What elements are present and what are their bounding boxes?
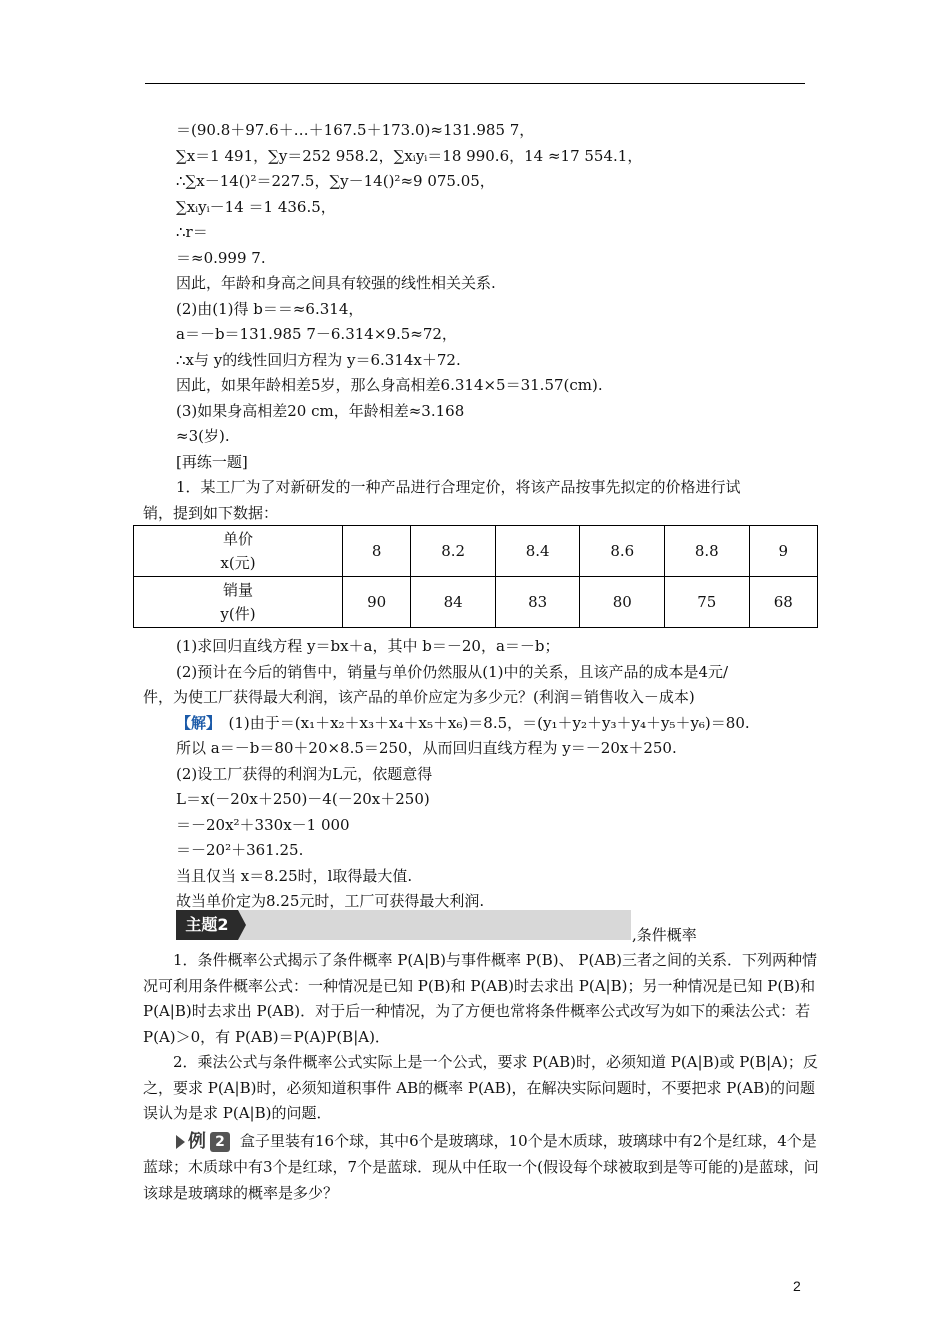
paragraph: 1．条件概率公式揭示了条件概率 P(A|B)与事件概率 P(B)、 P(AB)三者之间的关系．下列两种情况可利用条件概率公式：一种情况是已知 P(B)和 P(AB)时去求出 P(A|B)；另一种情况是已知 P(B)和 P(A|B)时去求出 P(AB)．对于后一种情况，为了方便也常将条件概率公式改写为如下的乘法公式：若 P(A)＞0，有 P(AB)＝P(A)P(B|A)． <box>143 951 818 1046</box>
text-line: (2)由(1)得 b＝＝≈6.314， <box>176 299 364 318</box>
table-cell: 75 <box>665 577 750 628</box>
arrow-icon <box>238 910 246 940</box>
text-line: L＝x(－20x＋250)－4(－20x＋250) <box>176 790 430 808</box>
text-line: ＝－20x²＋330x－1 000 <box>176 815 350 834</box>
data-table <box>133 525 818 628</box>
question-line: (2)预计在今后的销售中，销量与单价仍然服从(1)中的关系，且该产品的成本是4元/ <box>176 662 729 681</box>
table-cell: 8.4 <box>495 526 580 577</box>
row-header <box>134 526 343 577</box>
text-line: ∴∑x－14()²＝227.5，∑y－14()²≈9 075.05， <box>176 172 495 190</box>
text-line: 当且仅当 x＝8.25时，l取得最大值. <box>176 866 413 885</box>
triangle-icon <box>176 1135 185 1149</box>
row-header-unit: y(件) <box>220 605 256 623</box>
topic-banner <box>176 910 631 940</box>
example-text: 盒子里装有16个球，其中6个是玻璃球，10个是木质球，玻璃球中有2个是红球，4个是蓝球；木质球中有3个是红球，7个是蓝球．现从中任取一个(假设每个球被取到是等可能的)是蓝球，问该球是玻璃球的概率是多少？ <box>143 1132 819 1202</box>
answer-line <box>176 711 816 737</box>
table-cell: 8.2 <box>411 526 496 577</box>
row-header-label: 销量 <box>222 581 253 599</box>
topic-label: 主题2 <box>176 910 238 940</box>
table-cell: 84 <box>411 577 496 628</box>
text-line: ≈3(岁). <box>176 427 230 445</box>
question-line: (1)求回归直线方程 y＝bx＋a，其中 b＝－20，a＝－b； <box>176 637 560 655</box>
example-label: 例 <box>188 1131 206 1152</box>
text-line: ∴r＝ <box>176 223 208 241</box>
problem-text: 1．某工厂为了对新研发的一种产品进行合理定价，将该产品按事先拟定的价格进行试 <box>176 478 741 496</box>
row-header <box>134 577 343 628</box>
example-badge <box>176 1131 232 1153</box>
text-line: 因此，年龄和身高之间具有较强的线性相关关系. <box>176 274 496 292</box>
question-line: 件，为使工厂获得最大利润，该产品的单价应定为多少元？(利润＝销售收入－成本) <box>143 688 695 706</box>
text-line: 所以 a＝－b＝80＋20×8.5＝250，从而回归直线方程为 y＝－20x＋250. <box>176 739 677 757</box>
table-cell: 68 <box>749 577 817 628</box>
table-cell: 8.6 <box>580 526 665 577</box>
table-row <box>134 577 818 628</box>
table-row <box>134 526 818 577</box>
table-cell: 8.8 <box>665 526 750 577</box>
text-line: ∑xᵢyᵢ－14 ＝1 436.5， <box>176 197 336 216</box>
table-cell: 8 <box>343 526 411 577</box>
section-conditional-probability <box>143 948 823 1127</box>
table-cell: 90 <box>343 577 411 628</box>
answer-text: (1)由于＝(x₁＋x₂＋x₃＋x₄＋x₅＋x₆)＝8.5，＝(y₁＋y₂＋y₃＋y₄＋y₅＋y₆)＝80. <box>213 713 750 732</box>
table-cell: 80 <box>580 577 665 628</box>
text-line: ＝－20²＋361.25. <box>176 841 304 859</box>
text-line: ∑x＝1 491，∑y＝252 958.2，∑xᵢyᵢ＝18 990.6，14 ≈17 554.1， <box>176 146 643 165</box>
text-line: (3)如果身高相差20 cm，年龄相差≈3.168 <box>176 401 465 420</box>
text-line: ＝≈0.999 7. <box>176 248 266 267</box>
topic-title: ,条件概率 <box>632 926 697 944</box>
text-line: a＝－b＝131.985 7－6.314×9.5≈72， <box>176 325 457 343</box>
table-cell: 9 <box>749 526 817 577</box>
solution-part-2 <box>143 634 816 915</box>
practice-heading: [再练一题] <box>176 452 248 471</box>
example-2 <box>143 1128 823 1206</box>
text-line: ＝(90.8＋97.6＋…＋167.5＋173.0)≈131.985 7， <box>176 121 535 139</box>
example-number: 2 <box>210 1132 230 1152</box>
text-line: (2)设工厂获得的利润为L元，依题意得 <box>176 764 433 783</box>
paragraph: 2．乘法公式与条件概率公式实际上是一个公式，要求 P(AB)时，必须知道 P(A|B)或 P(B|A)；反之，要求 P(A|B)时，必须知道积事件 AB的概率 P(AB)，在解决实际问题时，不要把求 P(AB)的问题误认为是求 P(A|B)的问题． <box>143 1053 818 1122</box>
text-line: ∴x与 y的线性回归方程为 y＝6.314x＋72. <box>176 350 461 369</box>
text-line: 因此，如果年龄相差5岁，那么身高相差6.314×5＝31.57(cm). <box>176 376 603 394</box>
solution-part-1 <box>143 118 816 526</box>
text-line: 故当单价定为8.25元时，工厂可获得最大利润. <box>176 892 485 910</box>
problem-text: 销，提到如下数据： <box>143 503 279 522</box>
row-header-unit: x(元) <box>220 554 256 572</box>
header-rule <box>145 83 805 84</box>
row-header-label: 单价 <box>222 530 253 548</box>
answer-label: 【解】 <box>176 713 214 732</box>
table-cell: 83 <box>495 577 580 628</box>
page-number: 2 <box>793 1278 801 1294</box>
